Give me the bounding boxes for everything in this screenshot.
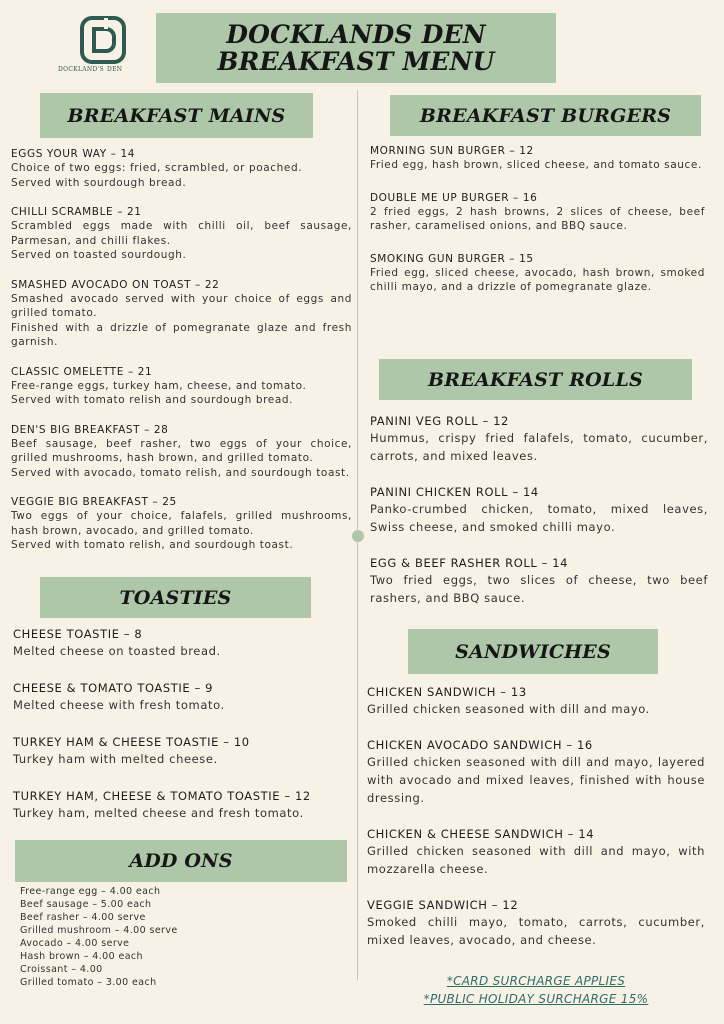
menu-item [13, 680, 353, 714]
menu-item [11, 278, 352, 350]
add-on-item: Grilled mushroom – 4.00 serve [20, 925, 178, 936]
menu-item [13, 788, 353, 822]
menu-item-name: CHICKEN SANDWICH – 13 [367, 685, 527, 699]
menu-item-name: TURKEY HAM, CHEESE & TOMATO TOASTIE – 12 [13, 789, 311, 803]
breakfast-rolls-list [370, 413, 708, 626]
menu-item-description: Two fried eggs, two slices of cheese, two beef rashers, and BBQ sauce. [370, 573, 708, 605]
menu-item [370, 484, 708, 536]
add-on-item: Free-range egg – 4.00 each [20, 886, 161, 897]
menu-item-description: Two eggs of your choice, falafels, grilled mushrooms, hash brown, avocado, and grilled tomato. [11, 510, 352, 537]
menu-item [11, 365, 352, 408]
breakfast-mains-banner [40, 93, 313, 138]
menu-title-line-1: DOCKLANDS DEN [226, 20, 486, 49]
add-on-item: Grilled tomato – 3.00 each [20, 977, 157, 988]
menu-item-name: DOUBLE ME UP BURGER – 16 [370, 191, 538, 204]
menu-item-description: Fried egg, sliced cheese, avocado, hash brown, smoked chilli mayo, and a drizzle of pomegranate glaze. [370, 266, 705, 293]
divider-dot [352, 530, 364, 542]
add-on-item: Hash brown – 4.00 each [20, 951, 143, 962]
menu-item-description: Choice of two eggs: fried, scrambled, or poached. [11, 162, 303, 174]
add-on-item: Croissant – 4.00 [20, 964, 103, 975]
menu-item [370, 191, 705, 234]
toasties-heading: TOASTIES [119, 586, 232, 609]
menu-item-name: SMASHED AVOCADO ON TOAST – 22 [11, 278, 220, 291]
menu-item-name: EGGS YOUR WAY – 14 [11, 148, 136, 160]
menu-item-description: 2 fried eggs, 2 hash browns, 2 slices of cheese, beef rasher, caramelised onions, and BBQ sauce. [370, 205, 705, 232]
menu-item-description: Turkey ham with melted cheese. [13, 752, 218, 766]
breakfast-burgers-heading: BREAKFAST BURGERS [419, 104, 672, 127]
menu-item-name: VEGGIE SANDWICH – 12 [367, 898, 519, 912]
menu-item [367, 826, 705, 878]
menu-item-name: CHEESE & TOMATO TOASTIE – 9 [13, 681, 214, 695]
add-ons-heading: ADD ONS [129, 850, 233, 872]
menu-item-description: Scrambled eggs made with chilli oil, beef sausage, Parmesan, and chilli flakes. [11, 220, 352, 247]
menu-item-name: VEGGIE BIG BREAKFAST – 25 [11, 496, 177, 508]
menu-item [11, 205, 352, 263]
add-ons-list [20, 885, 178, 989]
menu-item [367, 684, 705, 718]
toasties-list [13, 626, 353, 842]
menu-item-description: Finished with a drizzle of pomegranate glaze and fresh garnish. [11, 321, 352, 348]
menu-item-name: CHILLI SCRAMBLE – 21 [11, 206, 142, 218]
menu-item-name: CLASSIC OMELETTE – 21 [11, 365, 153, 378]
menu-item-name: SMOKING GUN BURGER – 15 [370, 252, 534, 265]
menu-item [11, 495, 352, 553]
surcharge-notes [366, 972, 706, 1008]
menu-item-description: Served with sourdough bread. [11, 176, 187, 189]
menu-item-name: CHICKEN AVOCADO SANDWICH – 16 [367, 738, 593, 752]
logo-text: DOCKLAND'S DEN [58, 66, 123, 73]
add-ons-banner [15, 840, 347, 882]
public-holiday-surcharge-note: *PUBLIC HOLIDAY SURCHARGE 15% [423, 992, 649, 1006]
add-on-item: Avocado – 4.00 serve [20, 938, 130, 949]
menu-item-name: PANINI VEG ROLL – 12 [370, 414, 509, 428]
add-on-item: Beef sausage – 5.00 each [20, 899, 152, 910]
menu-item-description: Free-range eggs, turkey ham, cheese, and tomato. [11, 379, 307, 392]
menu-title-line-2: BREAKFAST MENU [217, 47, 495, 76]
menu-item [370, 252, 705, 295]
menu-item [370, 413, 708, 465]
breakfast-rolls-heading: BREAKFAST ROLLS [428, 368, 643, 391]
menu-item [367, 737, 705, 807]
menu-item-description: Grilled chicken seasoned with dill and mayo. [367, 702, 650, 716]
menu-item-description: Served with avocado, tomato relish, and sourdough toast. [11, 466, 350, 479]
sandwiches-banner [408, 629, 658, 674]
menu-item [13, 626, 353, 660]
menu-item-description: Fried egg, hash brown, sliced cheese, and tomato sauce. [370, 159, 702, 171]
menu-item-name: CHEESE TOASTIE – 8 [13, 627, 143, 641]
add-on-item: Beef rasher – 4.00 serve [20, 912, 146, 923]
sandwiches-heading: SANDWICHES [455, 640, 611, 663]
menu-item-name: DEN'S BIG BREAKFAST – 28 [11, 423, 169, 436]
menu-item-description: Melted cheese with fresh tomato. [13, 698, 225, 712]
menu-item-description: Served on toasted sourdough. [11, 249, 187, 261]
menu-item-name: PANINI CHICKEN ROLL – 14 [370, 485, 539, 499]
menu-item-description: Served with tomato relish and sourdough bread. [11, 394, 294, 406]
menu-item-name: CHICKEN & CHEESE SANDWICH – 14 [367, 827, 595, 841]
menu-item [370, 555, 708, 607]
menu-item-name: MORNING SUN BURGER – 12 [370, 145, 534, 157]
menu-item-description: Grilled chicken seasoned with dill and mayo, with mozzarella cheese. [367, 844, 705, 876]
menu-item-description: Smashed avocado served with your choice of eggs and grilled tomato. [11, 292, 352, 319]
breakfast-burgers-list [370, 144, 705, 313]
menu-item-description: Smoked chilli mayo, tomato, carrots, cucumber, mixed leaves, avocado, and cheese. [367, 915, 705, 947]
menu-item [11, 423, 352, 481]
menu-item [370, 144, 705, 173]
breakfast-mains-list [11, 147, 352, 568]
menu-item-description: Melted cheese on toasted bread. [13, 644, 221, 658]
toasties-banner [40, 577, 311, 618]
menu-item-description: Turkey ham, melted cheese and fresh tomato. [13, 806, 304, 820]
menu-item [11, 147, 352, 190]
menu-item-description: Served with tomato relish, and sourdough toast. [11, 539, 294, 551]
sandwiches-list [367, 684, 705, 968]
menu-item-description: Panko-crumbed chicken, tomato, mixed leaves, Swiss cheese, and smoked chilli mayo. [370, 502, 708, 534]
breakfast-rolls-banner [379, 359, 692, 400]
menu-item-description: Grilled chicken seasoned with dill and mayo, layered with avocado and mixed leaves, finished with house dressing. [367, 755, 705, 805]
breakfast-mains-heading: BREAKFAST MAINS [67, 104, 286, 127]
menu-item-name: EGG & BEEF RASHER ROLL – 14 [370, 556, 569, 570]
menu-item [367, 897, 705, 949]
menu-item-name: TURKEY HAM & CHEESE TOASTIE – 10 [13, 735, 250, 749]
menu-item-description: Hummus, crispy fried falafels, tomato, cucumber, carrots, and mixed leaves. [370, 431, 708, 463]
menu-item [13, 734, 353, 768]
card-surcharge-note: *CARD SURCHARGE APPLIES [446, 974, 626, 988]
menu-item-description: Beef sausage, beef rasher, two eggs of your choice, grilled mushrooms, hash brown, and grilled tomato. [11, 437, 352, 464]
breakfast-burgers-banner [390, 95, 701, 136]
menu-title-banner [156, 13, 556, 83]
